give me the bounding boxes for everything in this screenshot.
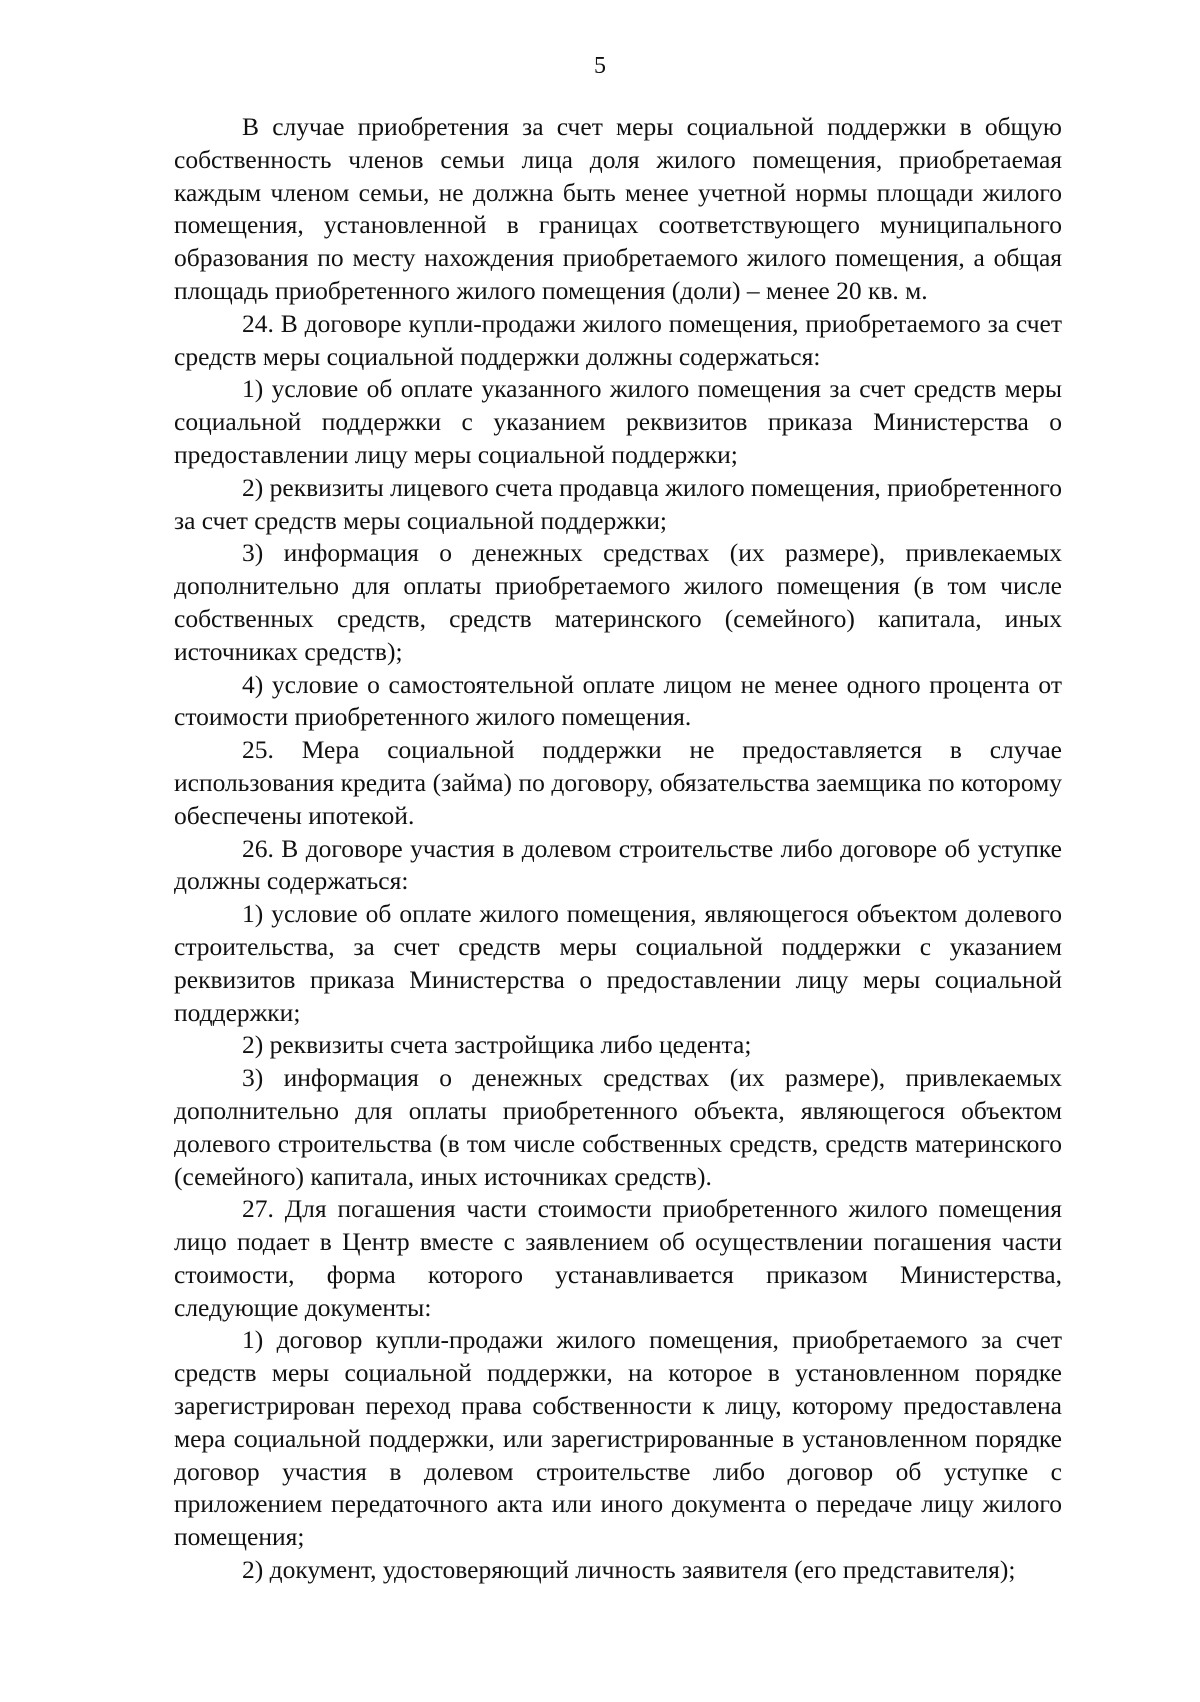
document-body xyxy=(174,111,1062,1587)
page-number: 5 xyxy=(594,53,606,79)
paragraph-24-item-2: 2) реквизиты лицевого счета продавца жилого помещения, приобретенного за счет средств меры социальной поддержки; xyxy=(174,472,1062,535)
paragraph-24-item-1: 1) условие об оплате указанного жилого помещения за счет средств меры социальной поддержки с указанием реквизитов приказа Министерства о предоставлении лицу меры социальной поддержки; xyxy=(174,374,1062,469)
paragraph-share-area: В случае приобретения за счет меры социальной поддержки в общую собственность членов семьи лица доля жилого помещения, приобретаемая каждым членом семьи, не должна быть менее учетной нормы площади жилого помещения, установленной в границах соответствующего муниципального образования по месту нахождения приобретаемого жилого помещения, а общая площадь приобретенного жилого помещения (доли) – менее 20 кв. м. xyxy=(174,112,1062,305)
paragraph-26: 26. В договоре участия в долевом строительстве либо договоре об уступке должны содержаться: xyxy=(174,833,1062,896)
paragraph-24-item-3: 3) информация о денежных средствах (их размере), привлекаемых дополнительно для оплаты приобретаемого жилого помещения (в том числе собственных средств, средств материнского (семейного) капитала, иных источниках средств); xyxy=(174,538,1062,666)
paragraph-27: 27. Для погашения части стоимости приобретенного жилого помещения лицо подает в Центр вместе с заявлением об осуществлении погашения части стоимости, форма которого устанавливается приказом Министерства, следующие документы: xyxy=(174,1194,1062,1322)
paragraph-24-item-4: 4) условие о самостоятельной оплате лицом не менее одного процента от стоимости приобретенного жилого помещения. xyxy=(174,669,1062,732)
paragraph-26-item-1: 1) условие об оплате жилого помещения, являющегося объектом долевого строительства, за счет средств меры социальной поддержки с указанием реквизитов приказа Министерства о предоставлении лицу меры социальной поддержки; xyxy=(174,899,1062,1027)
paragraph-26-item-2: 2) реквизиты счета застройщика либо цедента; xyxy=(242,1030,752,1060)
paragraph-26-item-3: 3) информация о денежных средствах (их размере), привлекаемых дополнительно для оплаты приобретенного объекта, являющегося объектом долевого строительства (в том числе собственных средств, средств материнского (семейного) капитала, иных источниках средств). xyxy=(174,1063,1062,1191)
paragraph-27-item-1: 1) договор купли-продажи жилого помещения, приобретаемого за счет средств меры социальной поддержки, на которое в установленном порядке зарегистрирован переход права собственности к лицу, которому предоставлена мера социальной поддержки, или зарегистрированные в установленном порядке договор участия в долевом строительстве либо договор об уступке с приложением передаточного акта или иного документа о передаче лицу жилого помещения; xyxy=(174,1325,1062,1552)
paragraph-27-item-2: 2) документ, удостоверяющий личность заявителя (его представителя); xyxy=(242,1555,1016,1585)
paragraph-25: 25. Мера социальной поддержки не предоставляется в случае использования кредита (займа) по договору, обязательства заемщика по которому обеспечены ипотекой. xyxy=(174,735,1062,830)
paragraph-24: 24. В договоре купли-продажи жилого помещения, приобретаемого за счет средств меры социальной поддержки должны содержаться: xyxy=(174,308,1062,371)
